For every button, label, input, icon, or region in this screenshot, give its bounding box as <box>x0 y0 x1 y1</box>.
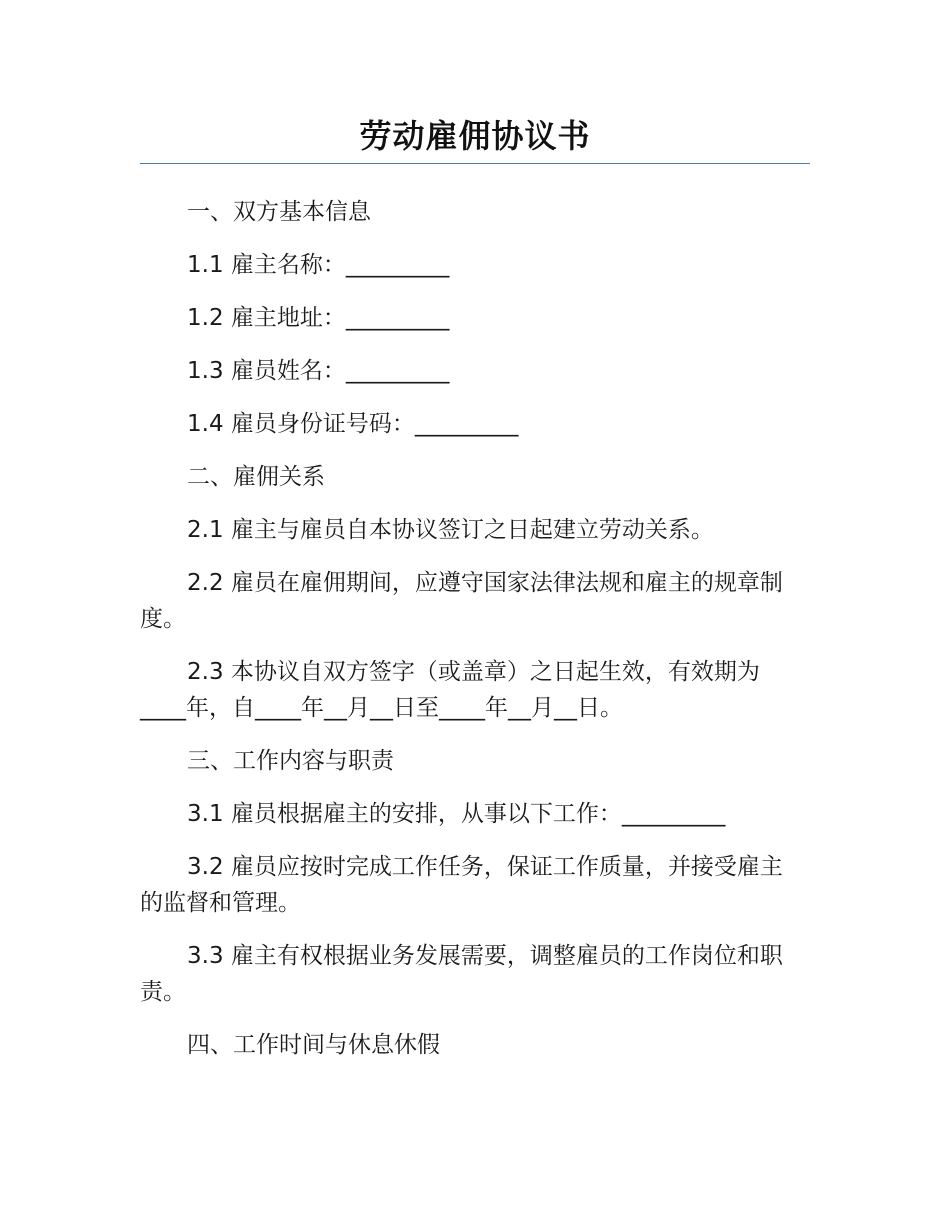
title-underline <box>140 163 810 164</box>
clause-2-2: 2.2 雇员在雇佣期间，应遵守国家法律法规和雇主的规章制度。 <box>140 570 783 632</box>
document-title: 劳动雇佣协议书 <box>359 117 591 155</box>
document-body <box>140 194 804 1080</box>
section-heading-1: 一、双方基本信息 <box>187 199 371 225</box>
section-heading-4: 四、工作时间与休息休假 <box>187 1032 440 1058</box>
clause-1-4: 1.4 雇员身份证号码：_________ <box>187 411 519 437</box>
clause-2-3: 2.3 本协议自双方签字（或盖章）之日起生效，有效期为____年，自____年__月__日至____年__月__日。 <box>140 659 760 721</box>
clause-3-1: 3.1 雇员根据雇主的安排，从事以下工作：_________ <box>187 801 726 827</box>
section-heading-2: 二、雇佣关系 <box>187 464 325 490</box>
clause-3-3: 3.3 雇主有权根据业务发展需要，调整雇员的工作岗位和职责。 <box>140 943 783 1005</box>
section-heading-3: 三、工作内容与职责 <box>187 748 394 774</box>
clause-1-1: 1.1 雇主名称：_________ <box>187 252 450 278</box>
clause-3-2: 3.2 雇员应按时完成工作任务，保证工作质量，并接受雇主的监督和管理。 <box>140 854 783 916</box>
clause-1-2: 1.2 雇主地址：_________ <box>187 305 450 331</box>
clause-1-3: 1.3 雇员姓名：_________ <box>187 358 450 384</box>
clause-2-1: 2.1 雇主与雇员自本协议签订之日起建立劳动关系。 <box>187 517 714 543</box>
